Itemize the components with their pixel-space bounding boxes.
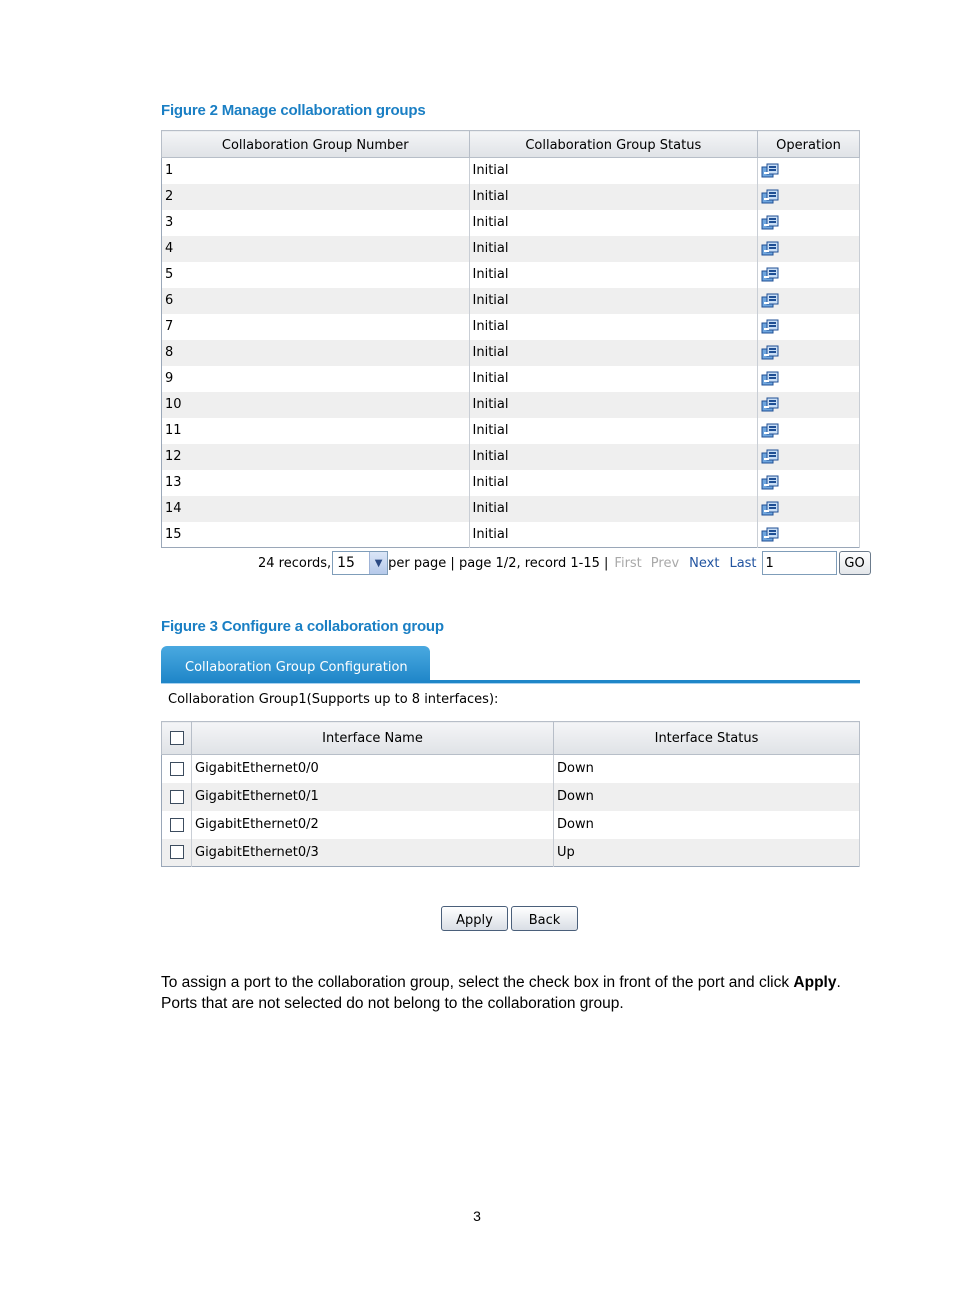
group-number-cell: 13 <box>162 470 470 496</box>
group-number-cell: 3 <box>162 210 470 236</box>
instruction-paragraph <box>161 972 866 1014</box>
back-button[interactable]: Back <box>511 906 578 931</box>
group-number-cell: 5 <box>162 262 470 288</box>
configure-icon[interactable] <box>761 422 780 439</box>
group-number-cell: 6 <box>162 288 470 314</box>
group-number-cell: 11 <box>162 418 470 444</box>
configure-icon[interactable] <box>761 188 780 205</box>
configure-icon[interactable] <box>761 318 780 335</box>
interface-name-cell: GigabitEthernet0/0 <box>192 755 554 783</box>
operation-cell <box>758 522 860 548</box>
table-row <box>162 210 860 236</box>
table-row <box>162 470 860 496</box>
group-number-cell: 4 <box>162 236 470 262</box>
instruction-text-bold: Apply <box>793 974 837 991</box>
group-status-cell: Initial <box>469 158 758 184</box>
prev-page-link: Prev <box>650 555 680 571</box>
configure-icon[interactable] <box>761 474 780 491</box>
interface-checkbox[interactable] <box>170 762 184 776</box>
group-description-label: Collaboration Group1(Supports up to 8 interfaces): <box>168 692 499 707</box>
go-button[interactable]: GO <box>839 551 871 575</box>
checkbox-cell <box>162 839 192 867</box>
operation-cell <box>758 470 860 496</box>
column-header-interface-name[interactable]: Interface Name <box>192 722 554 755</box>
interface-name-cell: GigabitEthernet0/3 <box>192 839 554 867</box>
group-number-cell: 1 <box>162 158 470 184</box>
configure-icon[interactable] <box>761 162 780 179</box>
interface-status-cell: Down <box>554 755 860 783</box>
group-number-cell: 8 <box>162 340 470 366</box>
configure-icon[interactable] <box>761 214 780 231</box>
operation-cell <box>758 158 860 184</box>
table-row <box>162 340 860 366</box>
operation-cell <box>758 262 860 288</box>
operation-cell <box>758 340 860 366</box>
last-page-link[interactable]: Last <box>729 555 757 571</box>
configure-icon[interactable] <box>761 292 780 309</box>
configure-icon[interactable] <box>761 448 780 465</box>
instruction-text-part1: To assign a port to the collaboration group, select the check box in front of the port and click <box>161 974 794 991</box>
table-row <box>162 262 860 288</box>
records-count-text: 24 records, <box>258 555 332 571</box>
column-header-operation: Operation <box>758 131 860 158</box>
select-all-cell <box>162 722 192 755</box>
table-header-row <box>162 131 860 158</box>
group-status-cell: Initial <box>469 366 758 392</box>
group-status-cell: Initial <box>469 184 758 210</box>
table-row <box>162 184 860 210</box>
configure-icon[interactable] <box>761 526 780 543</box>
pagination-bar <box>258 550 871 576</box>
group-number-cell: 14 <box>162 496 470 522</box>
interface-status-cell: Up <box>554 839 860 867</box>
group-number-cell: 12 <box>162 444 470 470</box>
column-header-group-number[interactable]: Collaboration Group Number <box>162 131 470 158</box>
group-status-cell: Initial <box>469 418 758 444</box>
interfaces-table <box>161 721 860 867</box>
table-row <box>162 522 860 548</box>
operation-cell <box>758 444 860 470</box>
first-page-link: First <box>614 555 642 571</box>
group-status-cell: Initial <box>469 444 758 470</box>
group-number-cell: 7 <box>162 314 470 340</box>
per-page-value: 15 <box>337 555 355 571</box>
interface-status-cell: Down <box>554 783 860 811</box>
configure-icon[interactable] <box>761 500 780 517</box>
apply-button[interactable]: Apply <box>441 906 508 931</box>
operation-cell <box>758 392 860 418</box>
table-row <box>162 418 860 444</box>
chevron-down-icon[interactable]: ▼ <box>369 552 387 574</box>
next-page-link[interactable]: Next <box>689 555 720 571</box>
table-row <box>162 236 860 262</box>
group-status-cell: Initial <box>469 210 758 236</box>
group-number-cell: 10 <box>162 392 470 418</box>
configure-icon[interactable] <box>761 370 780 387</box>
checkbox-cell <box>162 755 192 783</box>
group-status-cell: Initial <box>469 496 758 522</box>
table-row <box>162 366 860 392</box>
checkbox-cell <box>162 811 192 839</box>
configure-icon[interactable] <box>761 266 780 283</box>
figure-2-caption: Figure 2 Manage collaboration groups <box>161 102 426 119</box>
operation-cell <box>758 288 860 314</box>
group-status-cell: Initial <box>469 522 758 548</box>
table-row <box>162 158 860 184</box>
instruction-text-part2: . Ports that are not selected do not belong to the collaboration group. <box>161 974 841 1012</box>
per-page-select[interactable] <box>332 551 388 575</box>
group-number-cell: 15 <box>162 522 470 548</box>
group-number-cell: 2 <box>162 184 470 210</box>
table-row <box>162 444 860 470</box>
column-header-group-status[interactable]: Collaboration Group Status <box>469 131 758 158</box>
table-row <box>162 755 860 783</box>
table-row <box>162 811 860 839</box>
per-page-text: per page | page 1/2, record 1-15 | <box>388 555 609 571</box>
checkbox-cell <box>162 783 192 811</box>
group-status-cell: Initial <box>469 392 758 418</box>
operation-cell <box>758 314 860 340</box>
group-status-cell: Initial <box>469 236 758 262</box>
select-all-checkbox[interactable] <box>170 731 184 745</box>
operation-cell <box>758 366 860 392</box>
configure-icon[interactable] <box>761 344 780 361</box>
group-status-cell: Initial <box>469 288 758 314</box>
group-status-cell: Initial <box>469 262 758 288</box>
table-row <box>162 496 860 522</box>
group-number-cell: 9 <box>162 366 470 392</box>
collaboration-groups-table <box>161 130 860 548</box>
interface-checkbox[interactable] <box>170 790 184 804</box>
table-row <box>162 314 860 340</box>
table-header-row <box>162 722 860 755</box>
group-status-cell: Initial <box>469 340 758 366</box>
column-header-interface-status[interactable]: Interface Status <box>554 722 860 755</box>
operation-cell <box>758 496 860 522</box>
operation-cell <box>758 236 860 262</box>
page-number: 3 <box>473 1208 481 1224</box>
operation-cell <box>758 418 860 444</box>
tab-collaboration-group-configuration[interactable]: Collaboration Group Configuration <box>161 646 430 682</box>
group-status-cell: Initial <box>469 470 758 496</box>
interface-checkbox[interactable] <box>170 818 184 832</box>
interface-name-cell: GigabitEthernet0/2 <box>192 811 554 839</box>
operation-cell <box>758 210 860 236</box>
figure-3-caption: Figure 3 Configure a collaboration group <box>161 618 444 635</box>
configure-icon[interactable] <box>761 396 780 413</box>
table-row <box>162 288 860 314</box>
page-number-input[interactable]: 1 <box>762 551 837 575</box>
interface-status-cell: Down <box>554 811 860 839</box>
interface-checkbox[interactable] <box>170 845 184 859</box>
table-row <box>162 783 860 811</box>
group-status-cell: Initial <box>469 314 758 340</box>
table-row <box>162 839 860 867</box>
tab-bar <box>161 646 860 684</box>
configure-icon[interactable] <box>761 240 780 257</box>
interface-name-cell: GigabitEthernet0/1 <box>192 783 554 811</box>
table-row <box>162 392 860 418</box>
operation-cell <box>758 184 860 210</box>
